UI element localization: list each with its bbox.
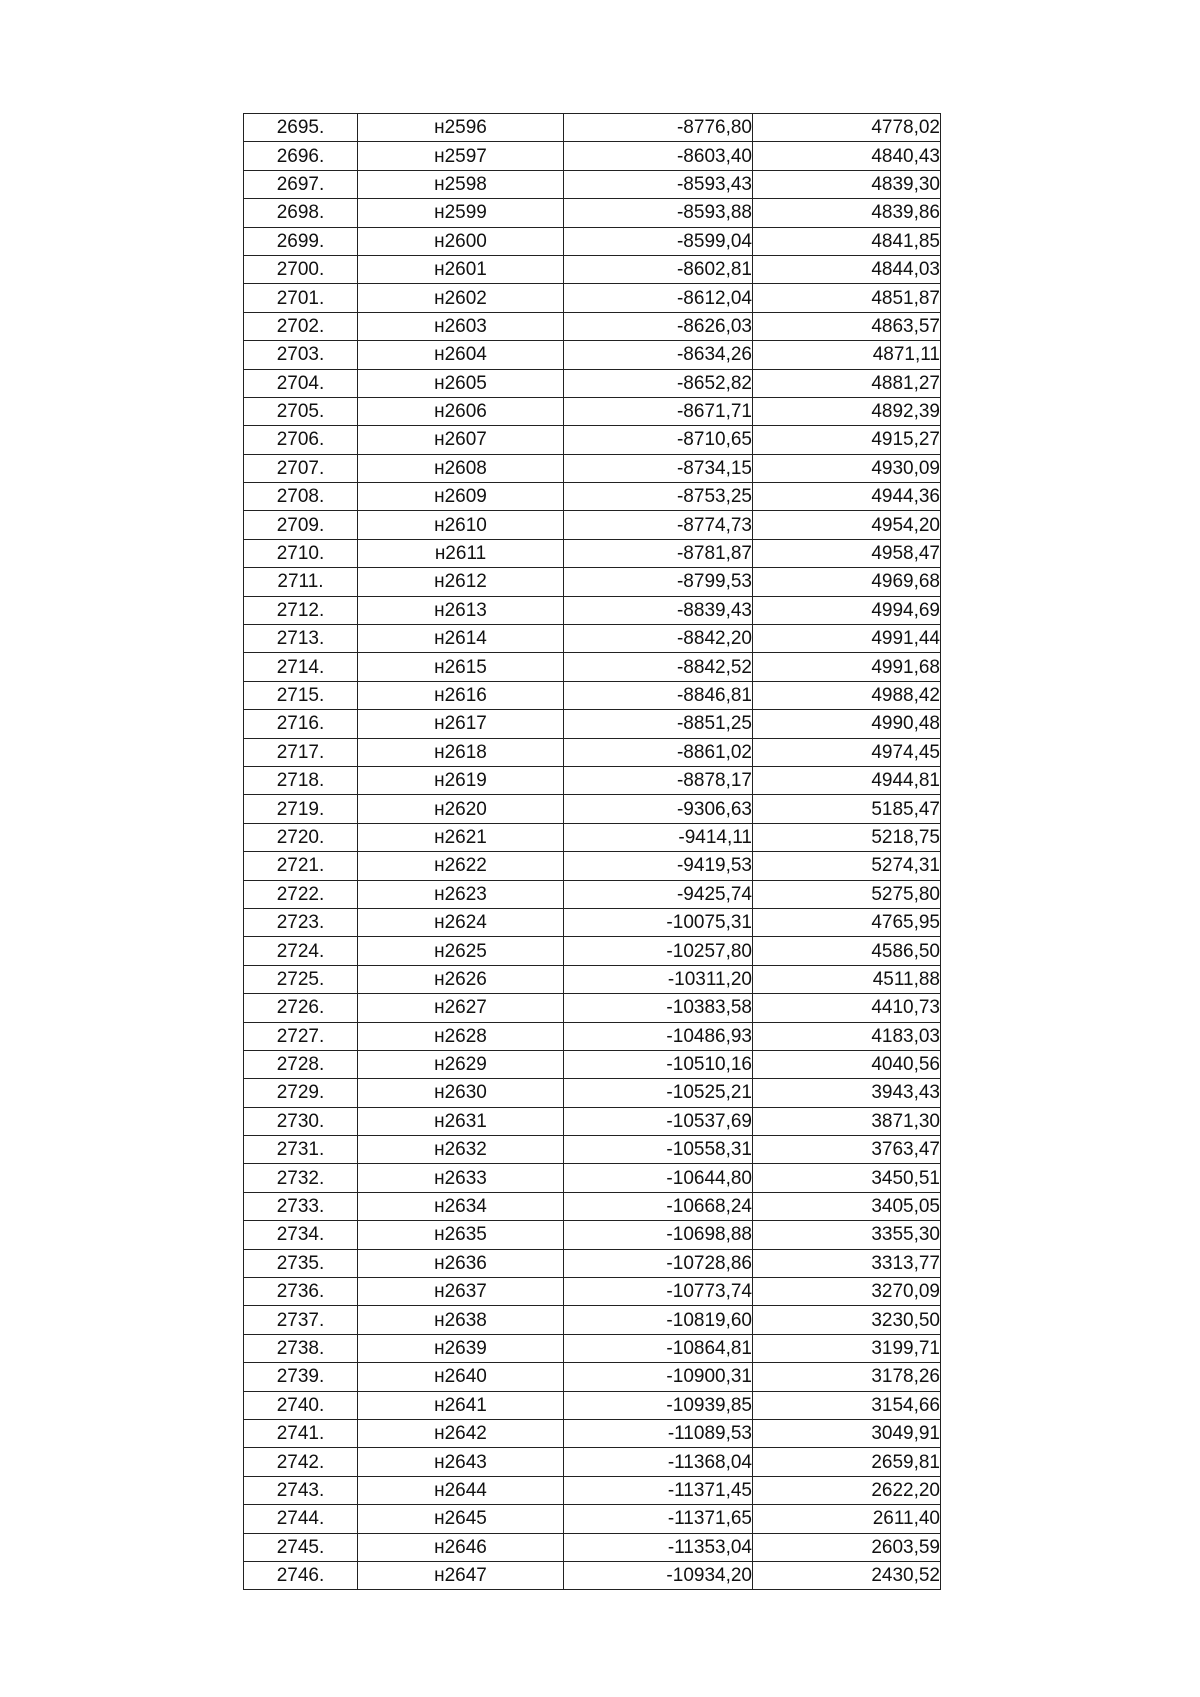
- row-number-cell: 2716.: [244, 710, 358, 738]
- row-number-cell: 2739.: [244, 1363, 358, 1391]
- table-row: [244, 1050, 941, 1078]
- table-row: [244, 681, 941, 709]
- table-row: [244, 483, 941, 511]
- y-coordinate-cell: 4863,57: [753, 312, 941, 340]
- row-number-cell: 2743.: [244, 1476, 358, 1504]
- y-coordinate-cell: 4944,36: [753, 483, 941, 511]
- table-row: [244, 908, 941, 936]
- row-number-cell: 2700.: [244, 255, 358, 283]
- point-name-cell: н2625: [358, 937, 564, 965]
- point-name-cell: н2633: [358, 1164, 564, 1192]
- y-coordinate-cell: 4881,27: [753, 369, 941, 397]
- point-name-cell: н2618: [358, 738, 564, 766]
- y-coordinate-cell: 4839,86: [753, 199, 941, 227]
- x-coordinate-cell: -11371,65: [564, 1505, 753, 1533]
- y-coordinate-cell: 3178,26: [753, 1363, 941, 1391]
- table-row: [244, 1505, 941, 1533]
- point-name-cell: н2597: [358, 142, 564, 170]
- x-coordinate-cell: -8634,26: [564, 341, 753, 369]
- point-name-cell: н2614: [358, 625, 564, 653]
- table-row: [244, 312, 941, 340]
- x-coordinate-cell: -8599,04: [564, 227, 753, 255]
- x-coordinate-cell: -10668,24: [564, 1192, 753, 1220]
- y-coordinate-cell: 4915,27: [753, 426, 941, 454]
- y-coordinate-cell: 4839,30: [753, 170, 941, 198]
- y-coordinate-cell: 3154,66: [753, 1391, 941, 1419]
- point-name-cell: н2598: [358, 170, 564, 198]
- table-row: [244, 823, 941, 851]
- row-number-cell: 2710.: [244, 539, 358, 567]
- x-coordinate-cell: -10075,31: [564, 908, 753, 936]
- point-name-cell: н2622: [358, 852, 564, 880]
- table-row: [244, 1079, 941, 1107]
- table-row: [244, 625, 941, 653]
- x-coordinate-cell: -10311,20: [564, 965, 753, 993]
- point-name-cell: н2603: [358, 312, 564, 340]
- table-row: [244, 937, 941, 965]
- point-name-cell: н2623: [358, 880, 564, 908]
- x-coordinate-cell: -8842,52: [564, 653, 753, 681]
- row-number-cell: 2702.: [244, 312, 358, 340]
- row-number-cell: 2709.: [244, 511, 358, 539]
- x-coordinate-cell: -8734,15: [564, 454, 753, 482]
- row-number-cell: 2730.: [244, 1107, 358, 1135]
- y-coordinate-cell: 4586,50: [753, 937, 941, 965]
- coordinates-table-body: [244, 114, 941, 1590]
- row-number-cell: 2723.: [244, 908, 358, 936]
- y-coordinate-cell: 3049,91: [753, 1419, 941, 1447]
- x-coordinate-cell: -8774,73: [564, 511, 753, 539]
- row-number-cell: 2727.: [244, 1022, 358, 1050]
- table-row: [244, 255, 941, 283]
- x-coordinate-cell: -10698,88: [564, 1221, 753, 1249]
- y-coordinate-cell: 4988,42: [753, 681, 941, 709]
- x-coordinate-cell: -8861,02: [564, 738, 753, 766]
- x-coordinate-cell: -9419,53: [564, 852, 753, 880]
- y-coordinate-cell: 4841,85: [753, 227, 941, 255]
- y-coordinate-cell: 4778,02: [753, 114, 941, 142]
- x-coordinate-cell: -8710,65: [564, 426, 753, 454]
- row-number-cell: 2731.: [244, 1136, 358, 1164]
- table-row: [244, 341, 941, 369]
- point-name-cell: н2619: [358, 766, 564, 794]
- row-number-cell: 2715.: [244, 681, 358, 709]
- row-number-cell: 2696.: [244, 142, 358, 170]
- row-number-cell: 2742.: [244, 1448, 358, 1476]
- point-name-cell: н2640: [358, 1363, 564, 1391]
- point-name-cell: н2621: [358, 823, 564, 851]
- table-row: [244, 1107, 941, 1135]
- table-row: [244, 738, 941, 766]
- row-number-cell: 2729.: [244, 1079, 358, 1107]
- table-row: [244, 852, 941, 880]
- point-name-cell: н2596: [358, 114, 564, 142]
- y-coordinate-cell: 4840,43: [753, 142, 941, 170]
- x-coordinate-cell: -10558,31: [564, 1136, 753, 1164]
- y-coordinate-cell: 2603,59: [753, 1533, 941, 1561]
- x-coordinate-cell: -8652,82: [564, 369, 753, 397]
- table-row: [244, 1136, 941, 1164]
- x-coordinate-cell: -10486,93: [564, 1022, 753, 1050]
- y-coordinate-cell: 3199,71: [753, 1334, 941, 1362]
- point-name-cell: н2610: [358, 511, 564, 539]
- y-coordinate-cell: 4183,03: [753, 1022, 941, 1050]
- row-number-cell: 2735.: [244, 1249, 358, 1277]
- table-row: [244, 1306, 941, 1334]
- x-coordinate-cell: -9414,11: [564, 823, 753, 851]
- point-name-cell: н2606: [358, 397, 564, 425]
- x-coordinate-cell: -8781,87: [564, 539, 753, 567]
- x-coordinate-cell: -10525,21: [564, 1079, 753, 1107]
- table-row: [244, 227, 941, 255]
- table-row: [244, 1448, 941, 1476]
- x-coordinate-cell: -10257,80: [564, 937, 753, 965]
- row-number-cell: 2745.: [244, 1533, 358, 1561]
- row-number-cell: 2737.: [244, 1306, 358, 1334]
- table-row: [244, 596, 941, 624]
- x-coordinate-cell: -10939,85: [564, 1391, 753, 1419]
- x-coordinate-cell: -11368,04: [564, 1448, 753, 1476]
- x-coordinate-cell: -8851,25: [564, 710, 753, 738]
- table-row: [244, 284, 941, 312]
- row-number-cell: 2699.: [244, 227, 358, 255]
- table-row: [244, 766, 941, 794]
- x-coordinate-cell: -11353,04: [564, 1533, 753, 1561]
- table-row: [244, 369, 941, 397]
- y-coordinate-cell: 3355,30: [753, 1221, 941, 1249]
- point-name-cell: н2602: [358, 284, 564, 312]
- row-number-cell: 2725.: [244, 965, 358, 993]
- table-row: [244, 1192, 941, 1220]
- table-row: [244, 1561, 941, 1589]
- row-number-cell: 2701.: [244, 284, 358, 312]
- row-number-cell: 2718.: [244, 766, 358, 794]
- x-coordinate-cell: -8753,25: [564, 483, 753, 511]
- point-name-cell: н2627: [358, 994, 564, 1022]
- x-coordinate-cell: -8603,40: [564, 142, 753, 170]
- y-coordinate-cell: 4969,68: [753, 568, 941, 596]
- y-coordinate-cell: 4851,87: [753, 284, 941, 312]
- table-row: [244, 795, 941, 823]
- table-row: [244, 994, 941, 1022]
- point-name-cell: н2608: [358, 454, 564, 482]
- point-name-cell: н2617: [358, 710, 564, 738]
- point-name-cell: н2646: [358, 1533, 564, 1561]
- y-coordinate-cell: 3763,47: [753, 1136, 941, 1164]
- x-coordinate-cell: -8839,43: [564, 596, 753, 624]
- x-coordinate-cell: -10537,69: [564, 1107, 753, 1135]
- row-number-cell: 2734.: [244, 1221, 358, 1249]
- point-name-cell: н2629: [358, 1050, 564, 1078]
- y-coordinate-cell: 2659,81: [753, 1448, 941, 1476]
- table-row: [244, 397, 941, 425]
- table-row: [244, 1221, 941, 1249]
- x-coordinate-cell: -10934,20: [564, 1561, 753, 1589]
- y-coordinate-cell: 5185,47: [753, 795, 941, 823]
- table-row: [244, 1022, 941, 1050]
- point-name-cell: н2632: [358, 1136, 564, 1164]
- table-row: [244, 653, 941, 681]
- point-name-cell: н2642: [358, 1419, 564, 1447]
- row-number-cell: 2744.: [244, 1505, 358, 1533]
- y-coordinate-cell: 2430,52: [753, 1561, 941, 1589]
- x-coordinate-cell: -8626,03: [564, 312, 753, 340]
- y-coordinate-cell: 2622,20: [753, 1476, 941, 1504]
- y-coordinate-cell: 5218,75: [753, 823, 941, 851]
- y-coordinate-cell: 4040,56: [753, 1050, 941, 1078]
- y-coordinate-cell: 3313,77: [753, 1249, 941, 1277]
- point-name-cell: н2647: [358, 1561, 564, 1589]
- y-coordinate-cell: 3230,50: [753, 1306, 941, 1334]
- row-number-cell: 2706.: [244, 426, 358, 454]
- point-name-cell: н2638: [358, 1306, 564, 1334]
- point-name-cell: н2628: [358, 1022, 564, 1050]
- point-name-cell: н2600: [358, 227, 564, 255]
- row-number-cell: 2714.: [244, 653, 358, 681]
- point-name-cell: н2635: [358, 1221, 564, 1249]
- row-number-cell: 2698.: [244, 199, 358, 227]
- x-coordinate-cell: -10728,86: [564, 1249, 753, 1277]
- table-row: [244, 1476, 941, 1504]
- row-number-cell: 2713.: [244, 625, 358, 653]
- point-name-cell: н2637: [358, 1278, 564, 1306]
- x-coordinate-cell: -8878,17: [564, 766, 753, 794]
- row-number-cell: 2746.: [244, 1561, 358, 1589]
- point-name-cell: н2636: [358, 1249, 564, 1277]
- table-row: [244, 1533, 941, 1561]
- row-number-cell: 2726.: [244, 994, 358, 1022]
- row-number-cell: 2733.: [244, 1192, 358, 1220]
- x-coordinate-cell: -8799,53: [564, 568, 753, 596]
- y-coordinate-cell: 3405,05: [753, 1192, 941, 1220]
- x-coordinate-cell: -8846,81: [564, 681, 753, 709]
- point-name-cell: н2609: [358, 483, 564, 511]
- table-row: [244, 1363, 941, 1391]
- row-number-cell: 2697.: [244, 170, 358, 198]
- point-name-cell: н2624: [358, 908, 564, 936]
- y-coordinate-cell: 3943,43: [753, 1079, 941, 1107]
- table-row: [244, 880, 941, 908]
- y-coordinate-cell: 4994,69: [753, 596, 941, 624]
- row-number-cell: 2721.: [244, 852, 358, 880]
- point-name-cell: н2615: [358, 653, 564, 681]
- y-coordinate-cell: 4410,73: [753, 994, 941, 1022]
- table-row: [244, 1334, 941, 1362]
- point-name-cell: н2607: [358, 426, 564, 454]
- x-coordinate-cell: -9425,74: [564, 880, 753, 908]
- row-number-cell: 2741.: [244, 1419, 358, 1447]
- point-name-cell: н2634: [358, 1192, 564, 1220]
- point-name-cell: н2631: [358, 1107, 564, 1135]
- y-coordinate-cell: 4990,48: [753, 710, 941, 738]
- point-name-cell: н2643: [358, 1448, 564, 1476]
- x-coordinate-cell: -10900,31: [564, 1363, 753, 1391]
- row-number-cell: 2740.: [244, 1391, 358, 1419]
- table-row: [244, 170, 941, 198]
- x-coordinate-cell: -10510,16: [564, 1050, 753, 1078]
- row-number-cell: 2720.: [244, 823, 358, 851]
- x-coordinate-cell: -9306,63: [564, 795, 753, 823]
- coordinates-table: [243, 113, 941, 1590]
- table-row: [244, 965, 941, 993]
- y-coordinate-cell: 3450,51: [753, 1164, 941, 1192]
- point-name-cell: н2612: [358, 568, 564, 596]
- y-coordinate-cell: 4930,09: [753, 454, 941, 482]
- point-name-cell: н2626: [358, 965, 564, 993]
- table-row: [244, 511, 941, 539]
- y-coordinate-cell: 5275,80: [753, 880, 941, 908]
- point-name-cell: н2620: [358, 795, 564, 823]
- y-coordinate-cell: 3871,30: [753, 1107, 941, 1135]
- row-number-cell: 2705.: [244, 397, 358, 425]
- table-row: [244, 114, 941, 142]
- point-name-cell: н2605: [358, 369, 564, 397]
- point-name-cell: н2601: [358, 255, 564, 283]
- point-name-cell: н2639: [358, 1334, 564, 1362]
- y-coordinate-cell: 4991,44: [753, 625, 941, 653]
- row-number-cell: 2712.: [244, 596, 358, 624]
- x-coordinate-cell: -8671,71: [564, 397, 753, 425]
- x-coordinate-cell: -11371,45: [564, 1476, 753, 1504]
- row-number-cell: 2711.: [244, 568, 358, 596]
- table-row: [244, 1391, 941, 1419]
- y-coordinate-cell: 4954,20: [753, 511, 941, 539]
- row-number-cell: 2704.: [244, 369, 358, 397]
- table-row: [244, 426, 941, 454]
- row-number-cell: 2719.: [244, 795, 358, 823]
- row-number-cell: 2724.: [244, 937, 358, 965]
- table-row: [244, 1249, 941, 1277]
- y-coordinate-cell: 4765,95: [753, 908, 941, 936]
- row-number-cell: 2708.: [244, 483, 358, 511]
- point-name-cell: н2613: [358, 596, 564, 624]
- point-name-cell: н2630: [358, 1079, 564, 1107]
- row-number-cell: 2728.: [244, 1050, 358, 1078]
- point-name-cell: н2645: [358, 1505, 564, 1533]
- table-row: [244, 1278, 941, 1306]
- table-row: [244, 710, 941, 738]
- y-coordinate-cell: 4844,03: [753, 255, 941, 283]
- y-coordinate-cell: 4944,81: [753, 766, 941, 794]
- row-number-cell: 2695.: [244, 114, 358, 142]
- x-coordinate-cell: -8612,04: [564, 284, 753, 312]
- table-row: [244, 142, 941, 170]
- x-coordinate-cell: -8593,43: [564, 170, 753, 198]
- x-coordinate-cell: -8776,80: [564, 114, 753, 142]
- table-row: [244, 539, 941, 567]
- row-number-cell: 2717.: [244, 738, 358, 766]
- y-coordinate-cell: 3270,09: [753, 1278, 941, 1306]
- x-coordinate-cell: -8593,88: [564, 199, 753, 227]
- y-coordinate-cell: 4892,39: [753, 397, 941, 425]
- y-coordinate-cell: 5274,31: [753, 852, 941, 880]
- point-name-cell: н2644: [358, 1476, 564, 1504]
- table-row: [244, 568, 941, 596]
- row-number-cell: 2736.: [244, 1278, 358, 1306]
- x-coordinate-cell: -10383,58: [564, 994, 753, 1022]
- x-coordinate-cell: -8842,20: [564, 625, 753, 653]
- x-coordinate-cell: -10773,74: [564, 1278, 753, 1306]
- point-name-cell: н2611: [358, 539, 564, 567]
- row-number-cell: 2722.: [244, 880, 358, 908]
- y-coordinate-cell: 4958,47: [753, 539, 941, 567]
- x-coordinate-cell: -10644,80: [564, 1164, 753, 1192]
- row-number-cell: 2732.: [244, 1164, 358, 1192]
- y-coordinate-cell: 4974,45: [753, 738, 941, 766]
- x-coordinate-cell: -10864,81: [564, 1334, 753, 1362]
- table-row: [244, 199, 941, 227]
- table-row: [244, 1419, 941, 1447]
- x-coordinate-cell: -10819,60: [564, 1306, 753, 1334]
- row-number-cell: 2738.: [244, 1334, 358, 1362]
- point-name-cell: н2641: [358, 1391, 564, 1419]
- point-name-cell: н2599: [358, 199, 564, 227]
- table-row: [244, 454, 941, 482]
- y-coordinate-cell: 4991,68: [753, 653, 941, 681]
- point-name-cell: н2604: [358, 341, 564, 369]
- row-number-cell: 2703.: [244, 341, 358, 369]
- x-coordinate-cell: -8602,81: [564, 255, 753, 283]
- table-row: [244, 1164, 941, 1192]
- row-number-cell: 2707.: [244, 454, 358, 482]
- y-coordinate-cell: 2611,40: [753, 1505, 941, 1533]
- y-coordinate-cell: 4871,11: [753, 341, 941, 369]
- x-coordinate-cell: -11089,53: [564, 1419, 753, 1447]
- point-name-cell: н2616: [358, 681, 564, 709]
- y-coordinate-cell: 4511,88: [753, 965, 941, 993]
